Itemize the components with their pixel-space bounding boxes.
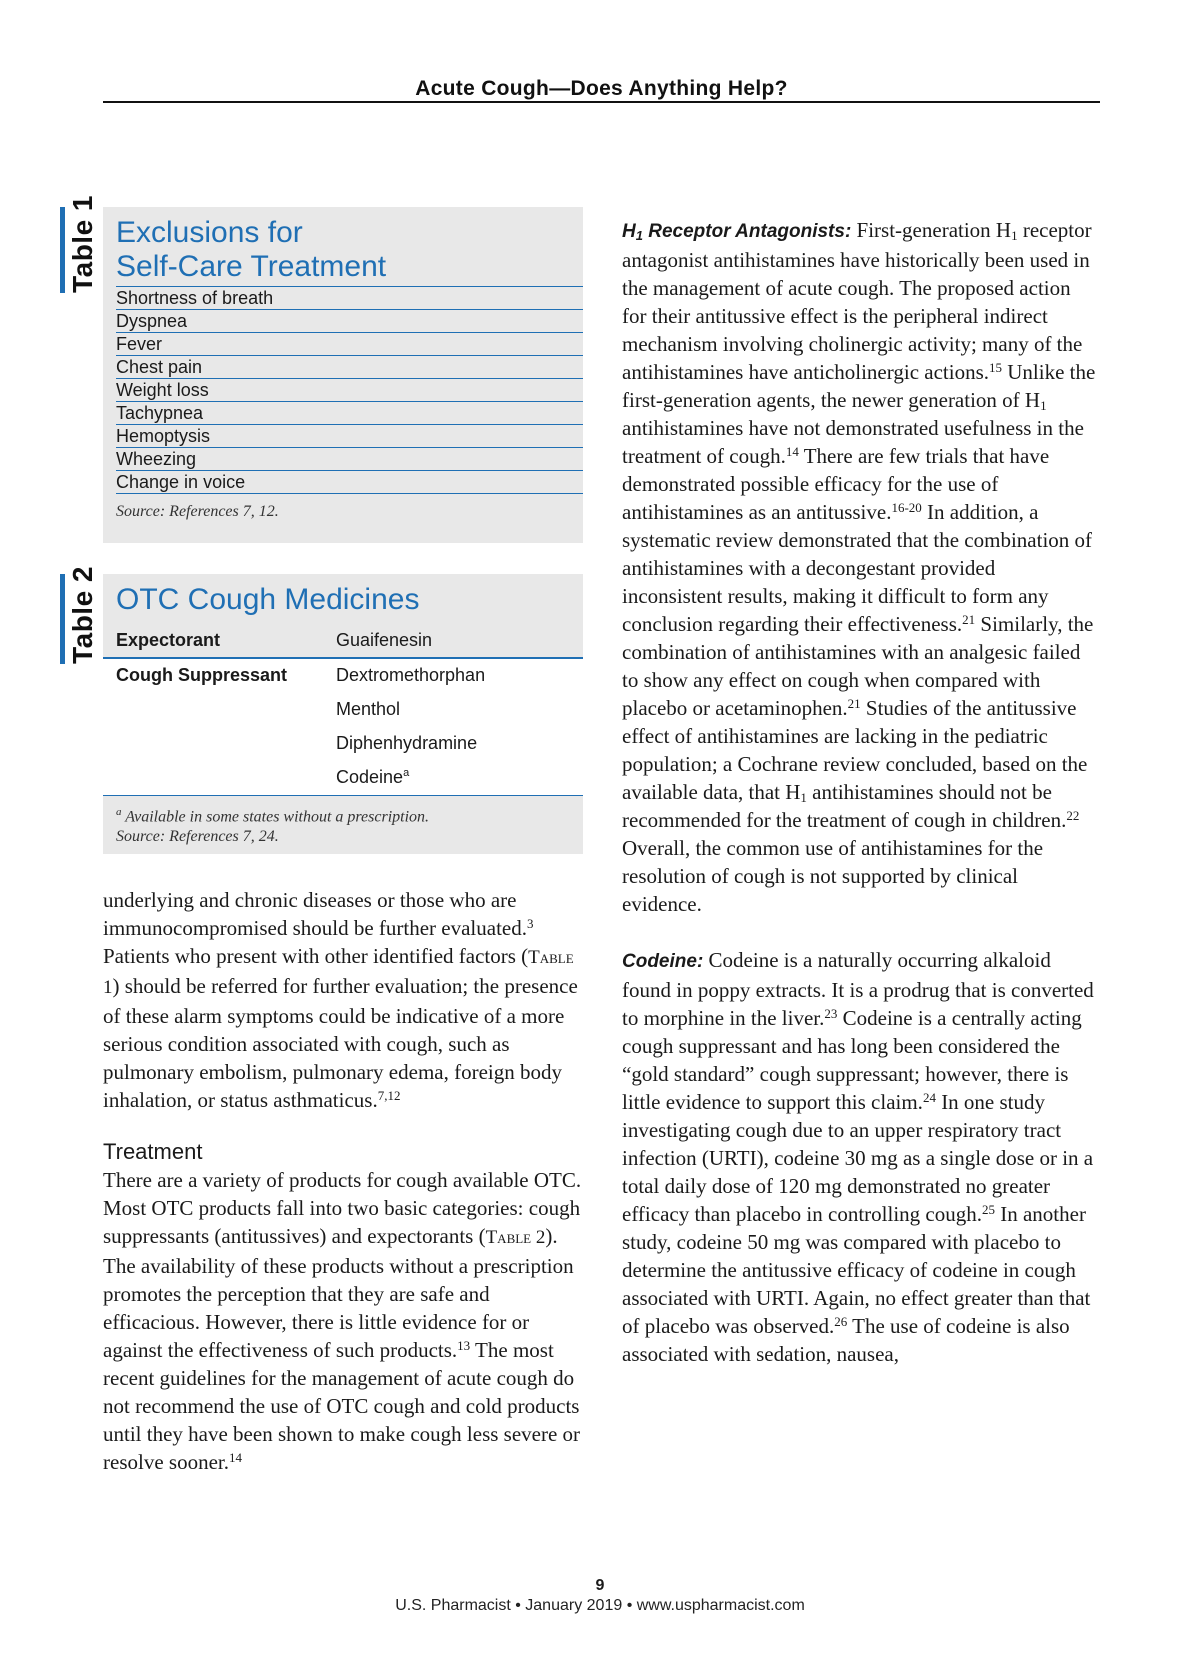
table2-footnote <box>103 802 583 827</box>
table2-side-tab <box>60 566 103 664</box>
running-title: Acute Cough—Does Anything Help? <box>415 77 788 100</box>
page-number: 9 <box>595 1577 605 1594</box>
table2-reference: Table 2 <box>485 1227 546 1248</box>
text: ). The availability of these products without a prescription promotes the perception that they are safe and efficacious. However, there is little evidence for or against the effectiveness of such products. <box>103 1224 574 1362</box>
table1-rows <box>103 286 583 494</box>
text: Patients who present with other identified factors ( <box>103 944 529 968</box>
table1-title <box>103 207 583 284</box>
table1-box <box>103 207 583 543</box>
table1-side-tab <box>60 195 103 293</box>
table2-medicine: Guaifenesin <box>336 629 433 650</box>
table2-medicine: Dextromethorphan <box>336 665 486 685</box>
antihistamine-paragraph: $H_1$ Receptor Antagonists: First-generation $H_1$ receptor antagonist antihistamines have historically been used in the management of acute cough. The proposed action for their antitussive effect is the peripheral indirect mechanism involving cholinergic activity; many of the antihistamines have anticholinergic actions.$^{15}$ Unlike the first-generation agents, the newer generation of $H_1$ antihistamines have not demonstrated usefulness in the treatment of cough.$^{14}$ There are few trials that have demonstrated possible efficacy for the use of antihistamines as an antitussive.$^{16-20}$ In addition, a systematic review demonstrated that the combination of antihistamines with a decongestant provided inconsistent results, making it difficult to form any conclusion regarding their effectiveness.$^{21}$ Similarly, the combination of antihistamines with an analgesic failed to show any effect on cough when compared with placebo or acetaminophen.$^{21}$ Studies of the antitussive effect of antihistamines are lacking in the pediatric population; a Cochrane review concluded, based on the available data, that $H_1$ antihistamines should not be recommended for the treatment of cough in children.$^{22}$ Overall, the common use of antihistamines for the resolution of cough is not supported by clinical evidence. <box>622 218 1096 916</box>
left-paragraph-2 <box>103 1166 583 1476</box>
citation: 21 <box>847 696 861 711</box>
citation: 24 <box>922 1090 936 1105</box>
citation: 21 <box>962 612 976 627</box>
table1-row: Chest pain <box>116 355 583 378</box>
citation: 15 <box>989 360 1003 375</box>
table1-title-line2: Self-Care Treatment <box>116 250 387 283</box>
citation: 13 <box>457 1338 471 1353</box>
table2-footnote-text: Available in some states without a prescription. <box>121 808 430 826</box>
text: The most recent guidelines for the management of acute cough do not recommend the use of OTC cough and cold products until they have been shown to make cough less severe or resolve sooner. <box>103 1338 581 1474</box>
left-column-body <box>103 886 583 1476</box>
citation: 22 <box>1066 808 1080 823</box>
table2-footnote-marker: a <box>116 806 122 818</box>
table2-medicine: Diphenhydramine <box>336 733 478 753</box>
codeine-paragraph: Codeine: Codeine is a naturally occurring alkaloid found in poppy extracts. It is a prodrug that is converted to morphine in the liver.$^{23}$ Codeine is a centrally acting cough suppressant and has long been considered the “gold standard” cough suppressant; however, there is little evidence to support this claim.$^{24}$ In one study investigating cough due to an upper respiratory tract infection (URTI), codeine 30 mg as a single dose or in a total daily dose of 120 mg demonstrated no greater efficacy than placebo in controlling cough.$^{25}$ In another study, codeine 50 mg was compared with placebo to determine the antitussive efficacy of codeine in cough associated with URTI. Again, no effect greater than that of placebo was observed.$^{26}$ The use of codeine is also associated with sedation, nausea, <box>622 948 1094 1366</box>
table2-box <box>103 574 583 854</box>
table2-row <box>103 659 583 693</box>
codeine-heading: Codeine: <box>622 951 704 972</box>
citation: 16-20 <box>891 500 922 515</box>
table1-row: Wheezing <box>116 447 583 470</box>
table1-row: Tachypnea <box>116 401 583 424</box>
citation: 3 <box>526 916 534 931</box>
text: ) should be referred for further evaluation; the presence of these alarm symptoms could be indicative of a more serious condition associated with cough, such as pulmonary embolism, pulmonary edema, foreign body inhalation, or status asthmaticus. <box>103 974 578 1112</box>
table1-source: Source: References 7, 12. <box>116 503 279 520</box>
table1-title-line1: Exclusions for <box>116 216 303 249</box>
citation: 26 <box>834 1314 848 1329</box>
table1-row: Hemoptysis <box>116 424 583 447</box>
citation: 14 <box>228 1450 242 1465</box>
treatment-heading: Treatment <box>103 1139 203 1164</box>
table1-row: Weight loss <box>116 378 583 401</box>
table2-medicine: Menthol <box>336 699 401 719</box>
table2-label: Table 2 <box>67 566 98 664</box>
table2-divider <box>103 795 583 797</box>
header-rule <box>103 101 1100 103</box>
codeine-footnote-marker: a <box>403 767 410 779</box>
table1-row: Dyspnea <box>116 309 583 332</box>
table2-row <box>103 727 583 761</box>
table1-row: Fever <box>116 332 583 355</box>
citation: 23 <box>824 1006 838 1021</box>
table1-row: Change in voice <box>116 470 583 494</box>
table2-row <box>103 693 583 727</box>
table2-row <box>103 623 583 657</box>
codeine-text: Codeine <box>336 767 404 787</box>
citation: 7,12 <box>377 1088 401 1103</box>
table1-label: Table 1 <box>67 195 98 293</box>
table2-source: Source: References 7, 24. <box>116 828 279 846</box>
left-paragraph-1 <box>103 886 583 1114</box>
table2-category: Cough Suppressant <box>116 665 288 685</box>
table2-title: OTC Cough Medicines <box>116 583 420 616</box>
text: underlying and chronic diseases or those who are immunocompromised should be further evaluated. <box>103 888 527 940</box>
citation: 14 <box>785 444 799 459</box>
footer-line: U.S. Pharmacist • January 2019 • www.uspharmacist.com <box>395 1597 805 1614</box>
text: There are a variety of products for cough available OTC. Most OTC products fall into two basic categories: cough suppressants (antitussives) and expectorants ( <box>103 1168 582 1248</box>
h1-antagonists-heading: $H_1$ Receptor Antagonists: <box>622 221 852 243</box>
table2-row <box>103 761 583 795</box>
right-column-body <box>622 216 1100 1368</box>
citation: 25 <box>981 1202 995 1217</box>
table2-category: Expectorant <box>116 629 221 650</box>
table2-medicine <box>336 767 583 788</box>
table1-reference: Table 1 <box>103 947 574 998</box>
table1-row: Shortness of breath <box>116 286 583 309</box>
